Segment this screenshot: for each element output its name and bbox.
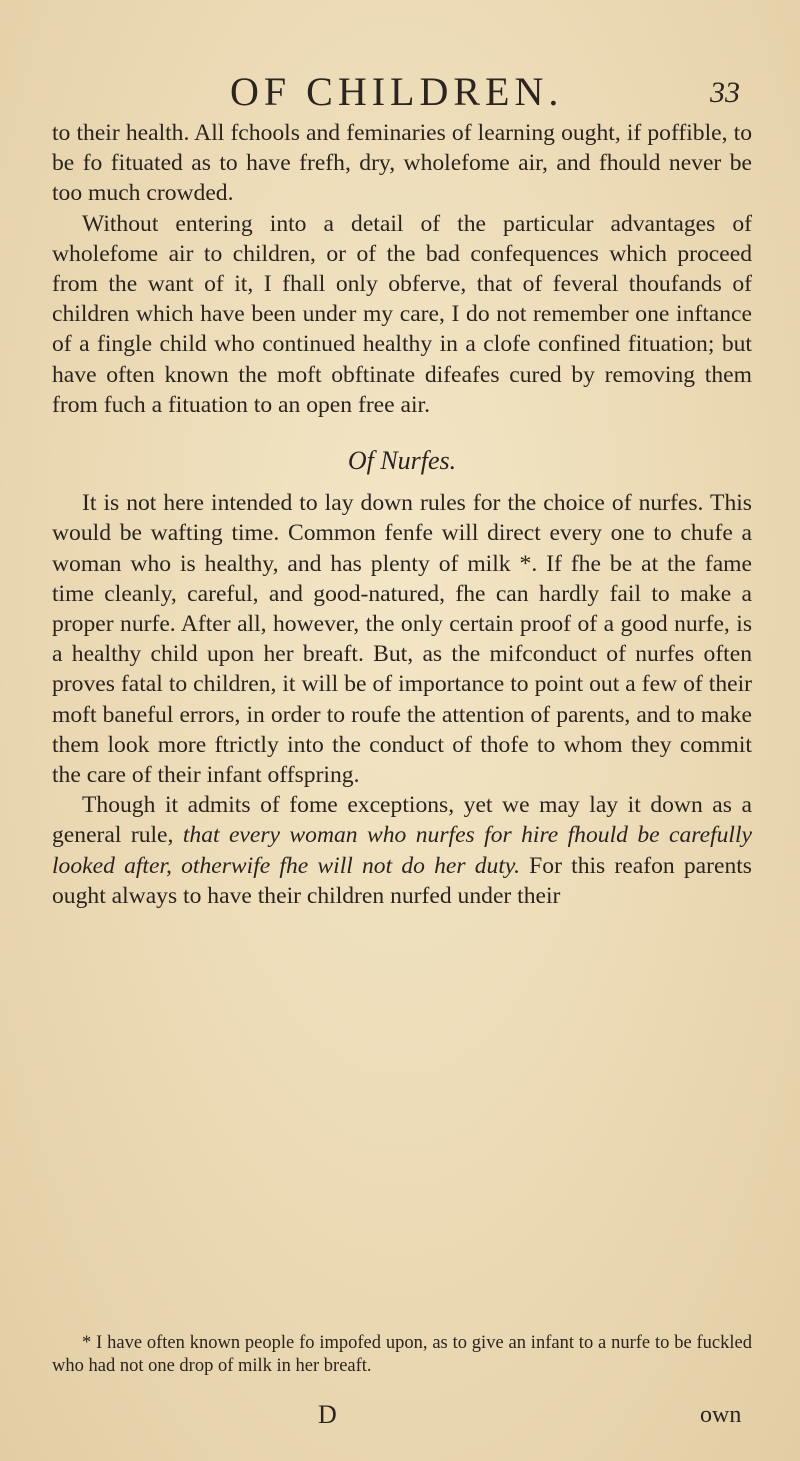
body-text	[52, 118, 752, 911]
paragraph-4-start: Though it admits of fome exceptions, yet we may lay it down as a general rule,	[52, 792, 752, 849]
paragraph-4-end: For this reafon parents ought always to have their children nurfed under their	[52, 852, 752, 909]
paragraph-3: It is not here intended to lay down rules for the choice of nurfes. This would be wafting time. Common fenfe will direct every one to chufe a woman who is healthy, and has plenty of milk *. If fhe be at the fame time cleanly, careful, and good-natured, fhe can hardly fail to make a proper nurfe. After all, however, the only certain proof of a good nurfe, is a healthy child upon her breaft. But, as the mifconduct of nurfes often proves fatal to children, it will be of importance to point out a few of their moft baneful errors, in order to roufe the attention of parents, and to make them look more ftrictly into the conduct of thofe to whom they commit the care of their infant offspring.	[52, 490, 752, 789]
section-heading: Of Nurfes.	[347, 446, 457, 476]
catchword: own	[700, 1402, 742, 1428]
footnote-text: * I have often known people fo impofed upon, as to give an infant to a nurfe to be fuckled who had not one drop of milk in her breaft.	[52, 1333, 752, 1376]
paragraph-4	[52, 790, 752, 911]
paragraph-1: to their health. All fchools and feminaries of learning ought, if poffible, to be fo fituated as to have frefh, dry, wholefome air, and fhould never be too much crowded.	[52, 120, 752, 207]
paragraph-4-italic: that every woman who nurfes for hire fhould be carefully looked after, otherwife fhe will not do her duty.	[52, 822, 752, 879]
paragraph-2: Without entering into a detail of the particular advantages of wholefome air to children, or of the bad confequences which proceed from the want of it, I fhall only obferve, that of feveral thoufands of children which have been under my care, I do not remember one inftance of a fingle child who continued healthy in a clofe confined fituation; but have often known the moft obftinate difeafes cured by removing them from fuch a fituation to an open free air.	[52, 210, 752, 418]
running-head-title: OF CHILDREN.	[230, 69, 564, 114]
page-number: 33	[710, 76, 740, 109]
running-head	[0, 62, 800, 122]
signature-mark: D	[318, 1400, 337, 1429]
footnote	[52, 1332, 752, 1378]
